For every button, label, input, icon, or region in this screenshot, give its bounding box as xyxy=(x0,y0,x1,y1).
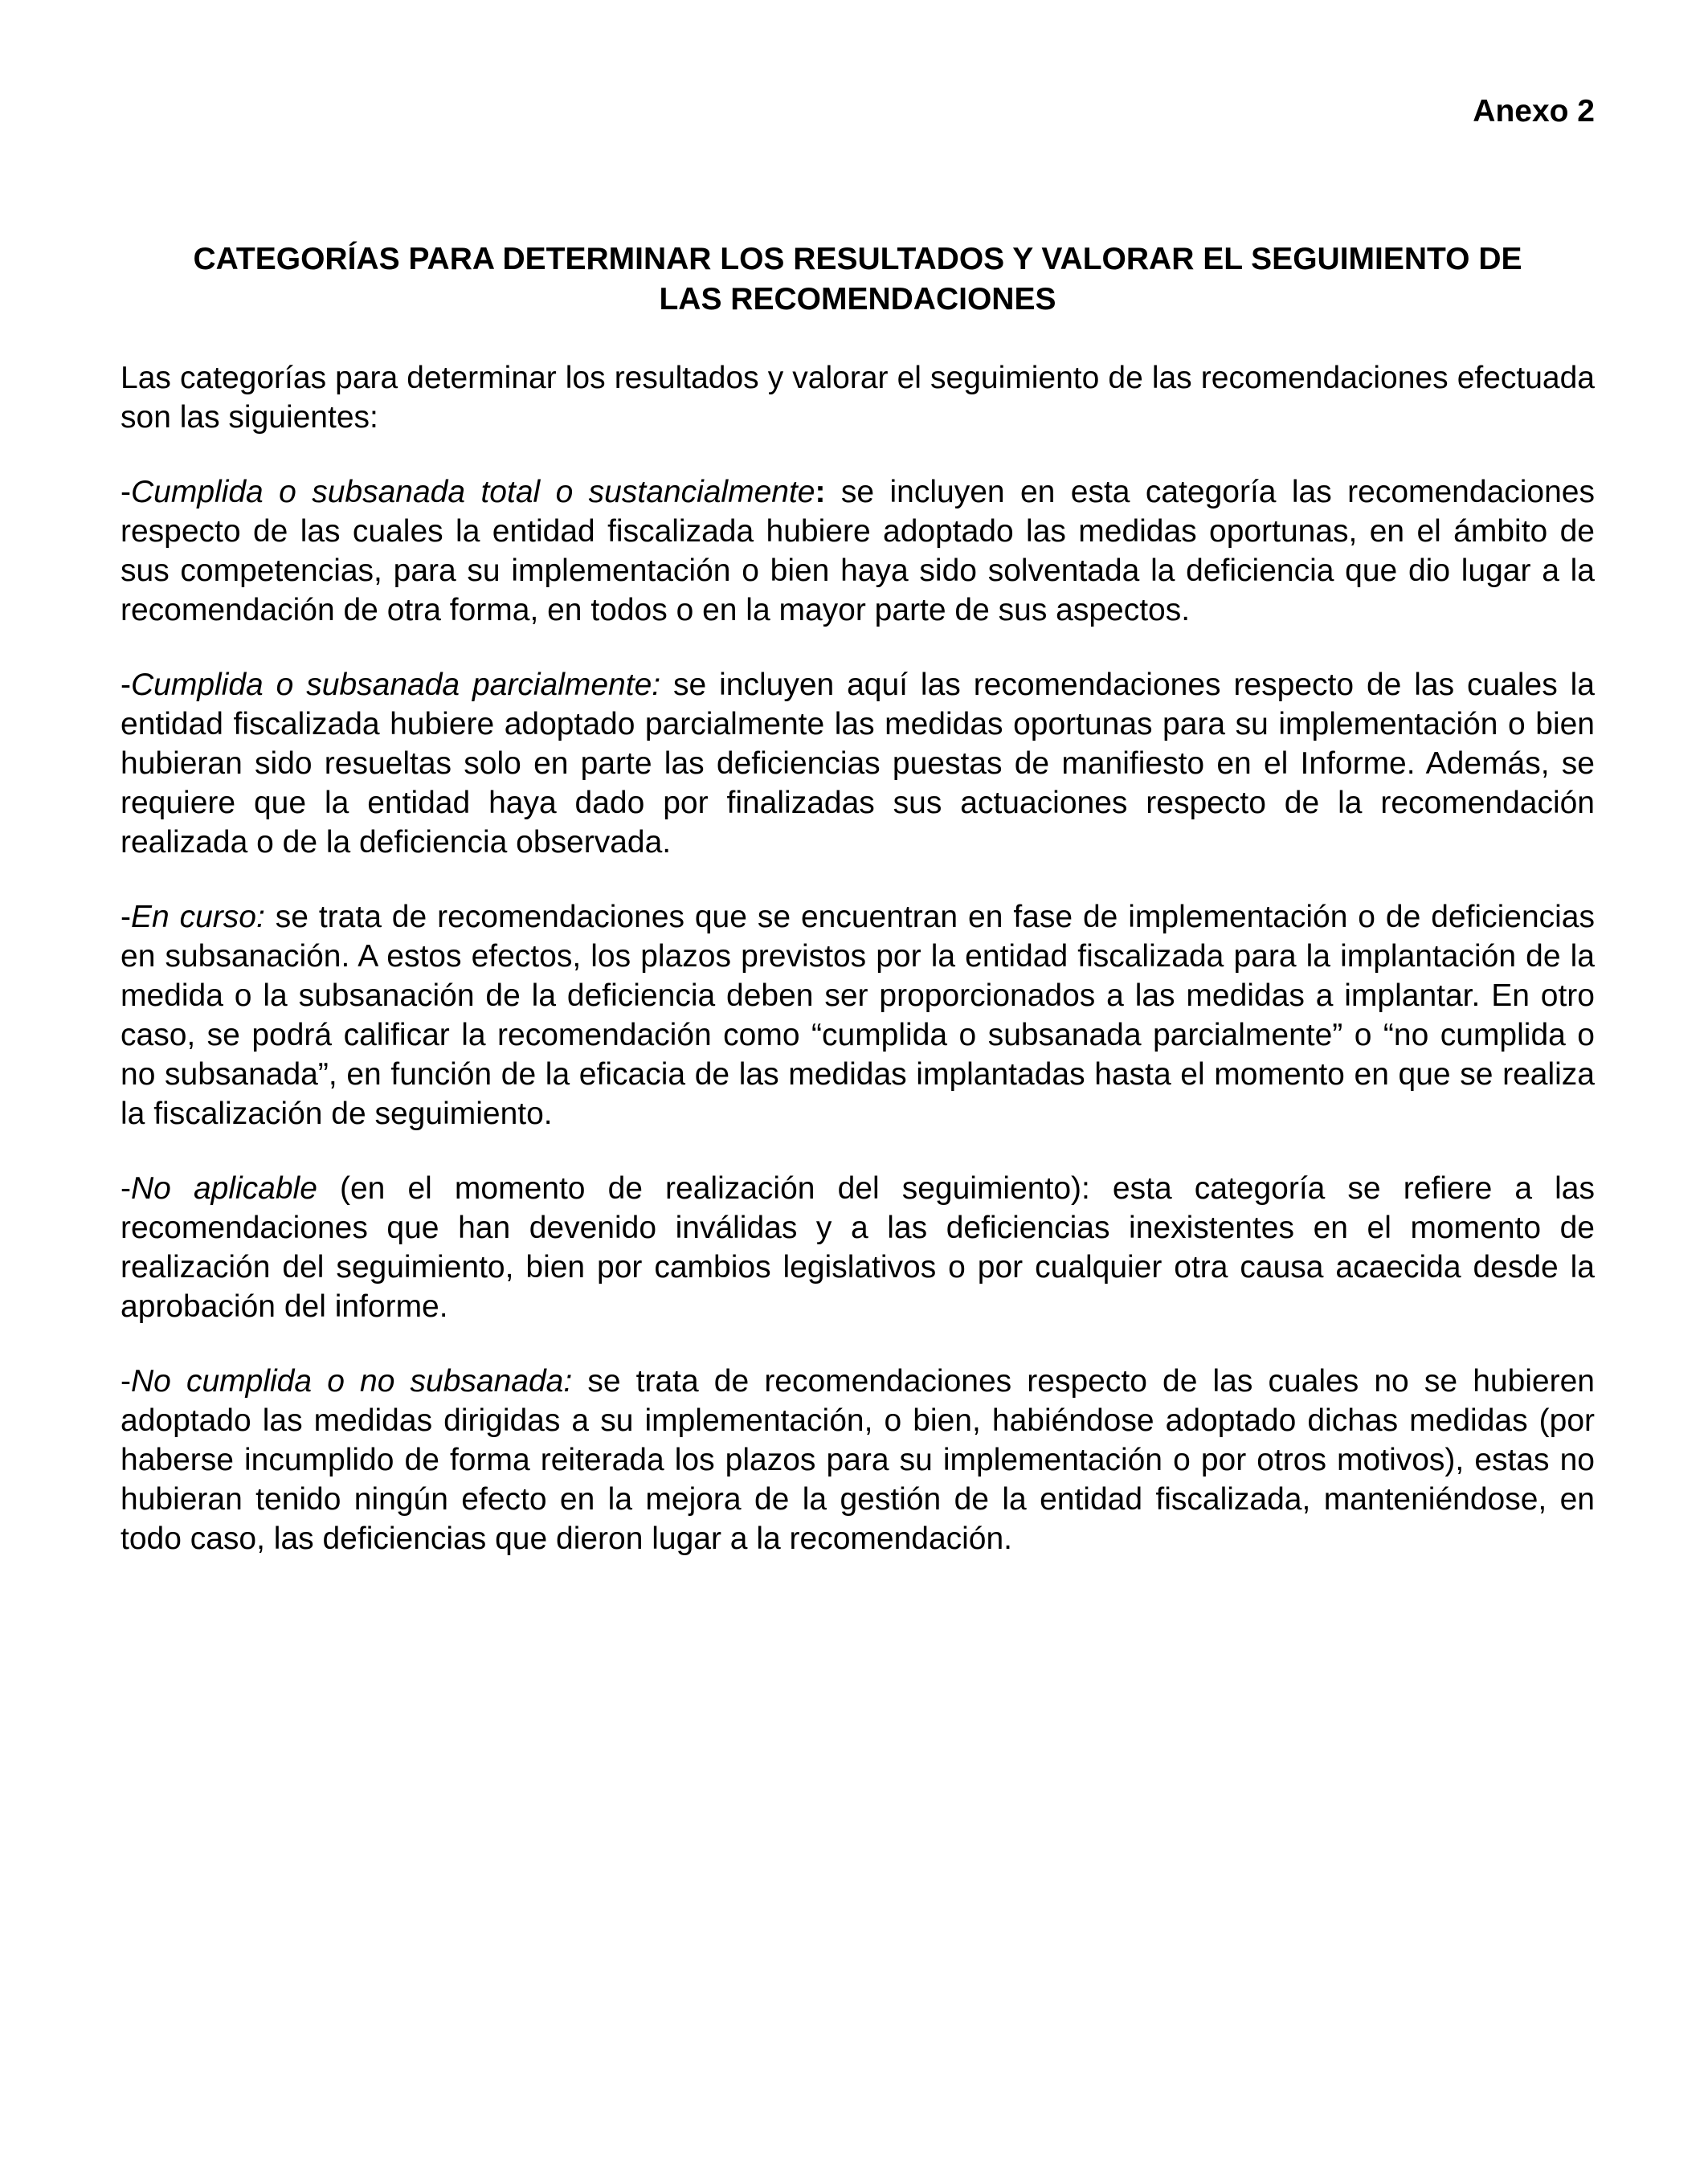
category-prefix: - xyxy=(121,1364,131,1399)
category-text: se trata de recomendaciones respecto de las cuales no se hubieren adoptado las medidas dirigidas a su implementación, o bien, habiéndose adoptado dichas medidas (por haberse incumplido de forma reiterada los plazos para su implementación o por otros motivos), estas no hubieran tenido ningún efecto en la mejora de la gestión de la entidad fiscalizada, manteniéndose, en todo caso, las deficiencias que dieron lugar a la recomendación. xyxy=(121,1364,1595,1556)
category-label: No cumplida o no subsanada: xyxy=(131,1364,573,1399)
document-title xyxy=(121,239,1595,320)
title-line-2: LAS RECOMENDACIONES xyxy=(659,282,1056,317)
title-line-1: CATEGORÍAS PARA DETERMINAR LOS RESULTADOS Y VALORAR EL SEGUIMIENTO DE xyxy=(193,242,1522,276)
category-separator: : xyxy=(815,475,826,509)
category-prefix: - xyxy=(121,900,131,934)
category-text: se incluyen en esta categoría las recomendaciones respecto de las cuales la entidad fiscalizada hubiere adoptado las medidas oportunas, en el ámbito de sus competencias, para su implementación o bien haya sido solventada la deficiencia que dio lugar a la recomendación de otra forma, en todos o en la mayor parte de sus aspectos. xyxy=(121,475,1595,627)
category-cumplida-parcial xyxy=(121,665,1595,862)
category-label: En curso: xyxy=(131,900,265,934)
category-en-curso xyxy=(121,897,1595,1133)
category-text: se incluyen aquí las recomendaciones respecto de las cuales la entidad fiscalizada hubiere adoptado parcialmente las medidas oportunas para su implementación o bien hubieran sido resueltas solo en parte las deficiencias puestas de manifiesto en el Informe. Además, se requiere que la entidad haya dado por finalizadas sus actuaciones respecto de la recomendación realizada o de la deficiencia observada. xyxy=(121,668,1595,860)
category-cumplida-total xyxy=(121,472,1595,630)
intro-paragraph: Las categorías para determinar los resultados y valorar el seguimiento de las recomendaciones efectuada son las siguientes: xyxy=(121,361,1595,435)
category-label: No aplicable xyxy=(131,1171,317,1206)
document-page xyxy=(121,92,1595,1558)
category-prefix: - xyxy=(121,668,131,702)
category-label: Cumplida o subsanada parcialmente: xyxy=(131,668,661,702)
category-text: (en el momento de realización del seguimiento): esta categoría se refiere a las recomendaciones que han devenido inválidas y a las deficiencias inexistentes en el momento de realización del seguimiento, bien por cambios legislativos o por cualquier otra causa acaecida desde la aprobación del informe. xyxy=(121,1171,1595,1324)
category-no-aplicable xyxy=(121,1169,1595,1326)
category-label: Cumplida o subsanada total o sustancialmente xyxy=(131,475,815,509)
category-prefix: - xyxy=(121,1171,131,1206)
category-prefix: - xyxy=(121,475,131,509)
annex-label: Anexo 2 xyxy=(1473,94,1595,129)
category-no-cumplida xyxy=(121,1362,1595,1558)
category-text: se trata de recomendaciones que se encuentran en fase de implementación o de deficiencias en subsanación. A estos efectos, los plazos previstos por la entidad fiscalizada para la implantación de la medida o la subsanación de la deficiencia deben ser proporcionados a las medidas a implantar. En otro caso, se podrá calificar la recomendación como “cumplida o subsanada parcialmente” o “no cumplida o no subsanada”, en función de la eficacia de las medidas implantadas hasta el momento en que se realiza la fiscalización de seguimiento. xyxy=(121,900,1595,1131)
